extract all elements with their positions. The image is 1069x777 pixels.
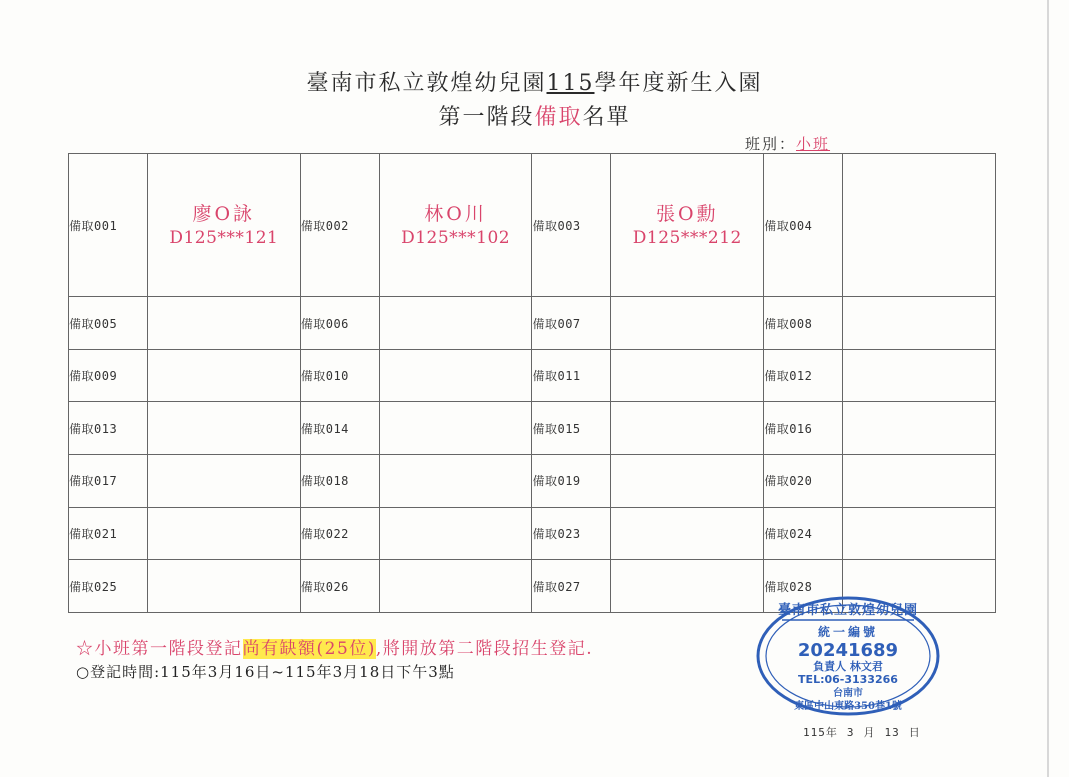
waitlist-entry [379,560,532,613]
roster-body [69,154,996,613]
date-day-unit: 日 [908,726,921,739]
waitlist-entry [611,349,764,402]
waitlist-entry [379,349,532,402]
waitlist-number: 備取010 [300,349,379,402]
waitlist-entry [611,154,764,297]
student-id: D125***102 [401,228,511,249]
stamp-address: 東區中山東路350巷1號 [794,701,902,712]
waitlist-number: 備取023 [532,507,611,560]
page-title [0,66,1069,97]
waitlist-entry [147,297,300,350]
waitlist-entry [147,402,300,455]
stamp-person: 負責人 林文君 [813,660,883,673]
date-day: 13 [884,726,900,739]
notice [76,634,593,659]
waitlist-number: 備取004 [764,154,843,297]
waitlist-entry [147,455,300,508]
notice-highlight: 尚有缺額(25位) [242,639,376,659]
waitlist-entry [379,455,532,508]
subtitle-suffix: 名單 [582,105,631,130]
waitlist-number: 備取006 [300,297,379,350]
student-name: 張O勳 [656,203,719,226]
stamp-number: 20241689 [797,640,899,661]
waitlist-number: 備取012 [764,349,843,402]
waitlist-entry [611,402,764,455]
table-row [69,349,996,402]
title-year: 115 [546,71,595,96]
table-row [69,297,996,350]
subtitle-prefix: 第一階段 [438,105,535,130]
class-label: 班別： [745,135,797,153]
waitlist-number: 備取028 [764,560,843,613]
class-info [745,133,830,154]
waitlist-entry [611,297,764,350]
waitlist-number: 備取027 [532,560,611,613]
waitlist-entry [611,455,764,508]
stamp-tel: TEL:06-3133266 [798,673,898,686]
registration-time: ○登記時間:115年3月16日~115年3月18日下午3點 [76,663,455,681]
page-subtitle [0,100,1069,131]
student-name: 林O川 [424,203,487,226]
waitlist-entry [843,402,996,455]
waitlist-entry [379,154,532,297]
student-name: 廖O詠 [192,203,256,226]
waitlist-entry [843,349,996,402]
waitlist-entry [843,455,996,508]
waitlist-number: 備取026 [300,560,379,613]
school-stamp [752,590,944,718]
title-suffix: 學年度新生入園 [594,71,763,96]
table-row [69,154,996,297]
table-row [69,402,996,455]
waitlist-entry [611,560,764,613]
stamp-city: 台南市 [833,688,863,699]
waitlist-entry [379,507,532,560]
waitlist-number: 備取005 [69,297,148,350]
waitlist-entry [611,507,764,560]
table-row [69,507,996,560]
waitlist-number: 備取019 [532,455,611,508]
waitlist-number: 備取020 [764,455,843,508]
date-year: 115年 [803,726,838,739]
class-value: 小班 [796,135,831,153]
notice-prefix: ☆小班第一階段登記 [76,639,243,659]
waitlist-number: 備取003 [532,154,611,297]
waitlist-number: 備取018 [300,455,379,508]
waitlist-number: 備取025 [69,560,148,613]
date-month-unit: 月 [863,726,876,739]
waitlist-number: 備取015 [532,402,611,455]
waitlist-number: 備取009 [69,349,148,402]
waitlist-number: 備取013 [69,402,148,455]
student-id: D125***121 [169,228,279,249]
waitlist-number: 備取016 [764,402,843,455]
title-prefix: 臺南市私立敦煌幼兒園 [306,71,547,96]
waitlist-number: 備取002 [300,154,379,297]
waitlist-number: 備取008 [764,297,843,350]
waitlist-number: 備取021 [69,507,148,560]
waitlist-entry [147,154,300,297]
waitlist-number: 備取014 [300,402,379,455]
notice-suffix: ,將開放第二階段招生登記. [375,639,594,659]
waitlist-entry [379,297,532,350]
waitlist-entry [843,297,996,350]
waitlist-number: 備取022 [300,507,379,560]
stamp-school: 臺南市私立敦煌幼兒園 [777,603,919,618]
roster-table [68,153,996,613]
waitlist-entry [147,560,300,613]
waitlist-entry [843,154,996,297]
waitlist-entry [843,507,996,560]
date-month: 3 [846,726,855,739]
waitlist-number: 備取001 [69,154,148,297]
waitlist-number: 備取011 [532,349,611,402]
stamp-label: 統一編號 [817,625,879,639]
waitlist-entry [147,507,300,560]
waitlist-entry [379,402,532,455]
student-id: D125***212 [632,228,742,249]
waitlist-number: 備取007 [532,297,611,350]
waitlist-number: 備取017 [69,455,148,508]
document-date [803,724,930,740]
waitlist-entry [147,349,300,402]
waitlist-number: 備取024 [764,507,843,560]
subtitle-highlight: 備取 [534,105,583,130]
table-row [69,455,996,508]
